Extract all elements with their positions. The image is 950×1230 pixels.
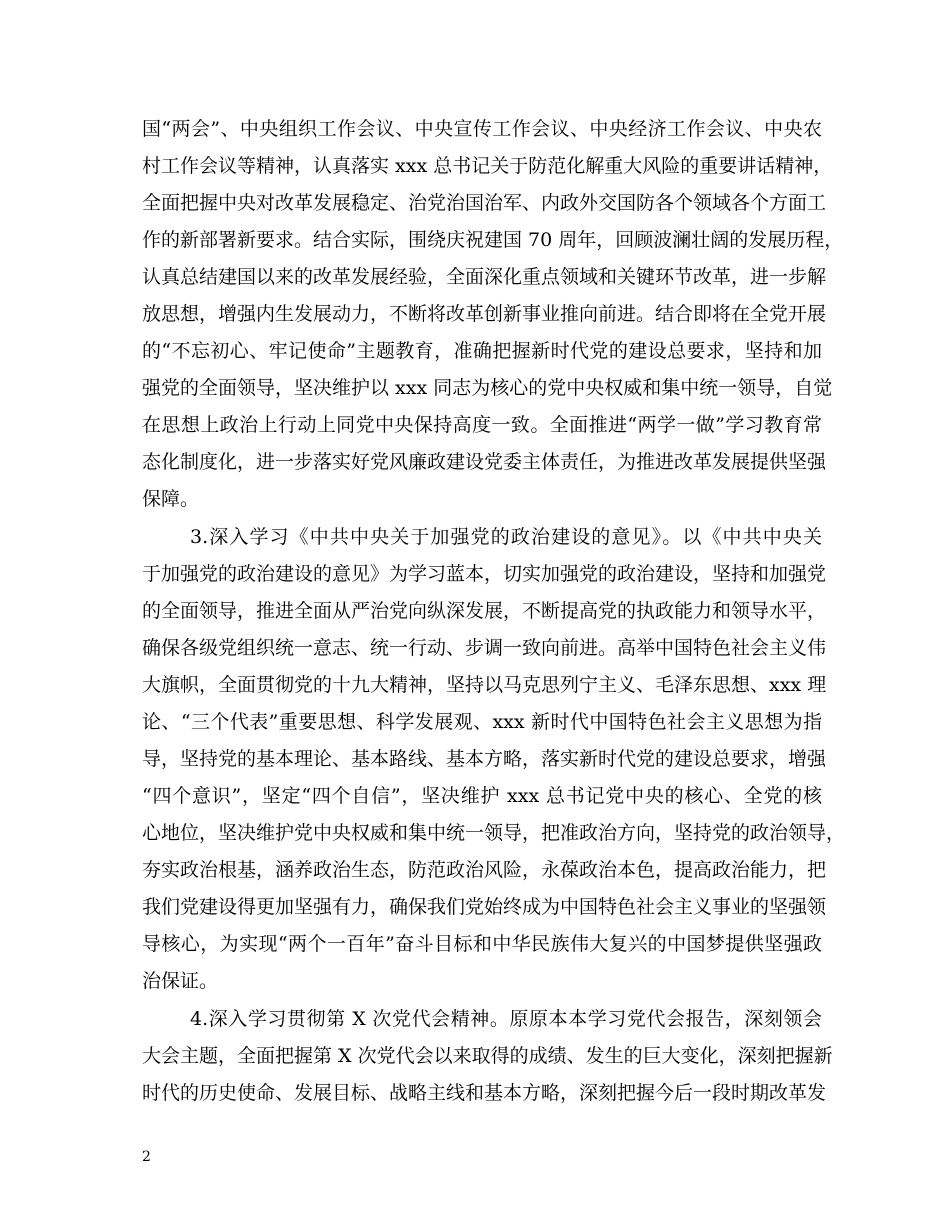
body-text-line: 在思想上政治上行动上同党中央保持高度一致。全面推进“两学一做”学习教育常	[142, 414, 822, 436]
body-text-line: “四个意识”，坚定“四个自信”，坚决维护 xxx 总书记党中央的核心、全党的核	[142, 785, 822, 807]
body-text-line: 大旗帜，全面贯彻党的十九大精神，坚持以马克思列宁主义、毛泽东思想、xxx 理	[142, 674, 827, 696]
body-text-line: 论、“三个代表”重要思想、科学发展观、xxx 新时代中国特色社会主义思想为指	[142, 711, 822, 733]
body-text-line: 导，坚持党的基本理论、基本路线、基本方略，落实新时代党的建设总要求，增强	[142, 748, 827, 770]
body-text-line: 村工作会议等精神，认真落实 xxx 总书记关于防范化解重大风险的重要讲话精神，	[142, 155, 833, 177]
body-text-line: 心地位，坚决维护党中央权威和集中统一领导，把准政治方向，坚持党的政治领导，	[142, 822, 846, 844]
section-heading-line: 3.深入学习《中共中央关于加强党的政治建设的意见》。以《中共中央关	[190, 526, 822, 548]
body-text-line: 全面把握中央对改革发展稳定、治党治国治军、内政外交国防各个领域各个方面工	[142, 192, 827, 214]
body-text-line: 确保各级党组织统一意志、统一行动、步调一致向前进。高举中国特色社会主义伟	[142, 637, 827, 659]
body-text-line: 于加强党的政治建设的意见》为学习蓝本，切实加强党的政治建设，坚持和加强党	[142, 563, 827, 585]
body-text-line: 的全面领导，推进全面从严治党向纵深发展，不断提高党的执政能力和领导水平，	[142, 600, 827, 622]
body-text-line: 认真总结建国以来的改革发展经验，全面深化重点领域和关键环节改革，进一步解	[142, 266, 827, 288]
body-text-line: 态化制度化，进一步落实好党风廉政建设党委主体责任，为推进改革发展提供坚强	[142, 451, 827, 473]
body-text-line: 大会主题，全面把握第 X 次党代会以来取得的成绩、发生的巨大变化，深刻把握新	[142, 1045, 833, 1067]
body-text-line: 作的新部署新要求。结合实际，围绕庆祝建国 70 周年，回顾波澜壮阔的发展历程，	[142, 229, 844, 251]
body-text-line: 夯实政治根基，涵养政治生态，防范政治风险，永葆政治本色，提高政治能力，把	[142, 859, 827, 881]
body-text-line: 强党的全面领导，坚决维护以 xxx 同志为核心的党中央权威和集中统一领导，自觉	[142, 377, 833, 399]
body-text-line: 时代的历史使命、发展目标、战略主线和基本方略，深刻把握今后一段时期改革发	[142, 1082, 827, 1104]
body-text-line: 的“不忘初心、牢记使命”主题教育，准确把握新时代党的建设总要求，坚持和加	[142, 340, 822, 362]
page-number: 2	[142, 1149, 151, 1165]
section-heading-line: 4.深入学习贯彻第 X 次党代会精神。原原本本学习党代会报告，深刻领会	[190, 1008, 822, 1030]
body-text-line: 国“两会”、中央组织工作会议、中央宣传工作会议、中央经济工作会议、中央农	[142, 118, 822, 140]
body-text-line: 导核心，为实现“两个一百年”奋斗目标和中华民族伟大复兴的中国梦提供坚强政	[142, 933, 822, 955]
body-text-line: 放思想，增强内生发展动力，不断将改革创新事业推向前进。结合即将在全党开展	[142, 303, 827, 325]
body-text-line: 治保证。	[142, 970, 219, 992]
body-text-line: 保障。	[142, 488, 200, 510]
body-text-line: 我们党建设得更加坚强有力，确保我们党始终成为中国特色社会主义事业的坚强领	[142, 896, 827, 918]
